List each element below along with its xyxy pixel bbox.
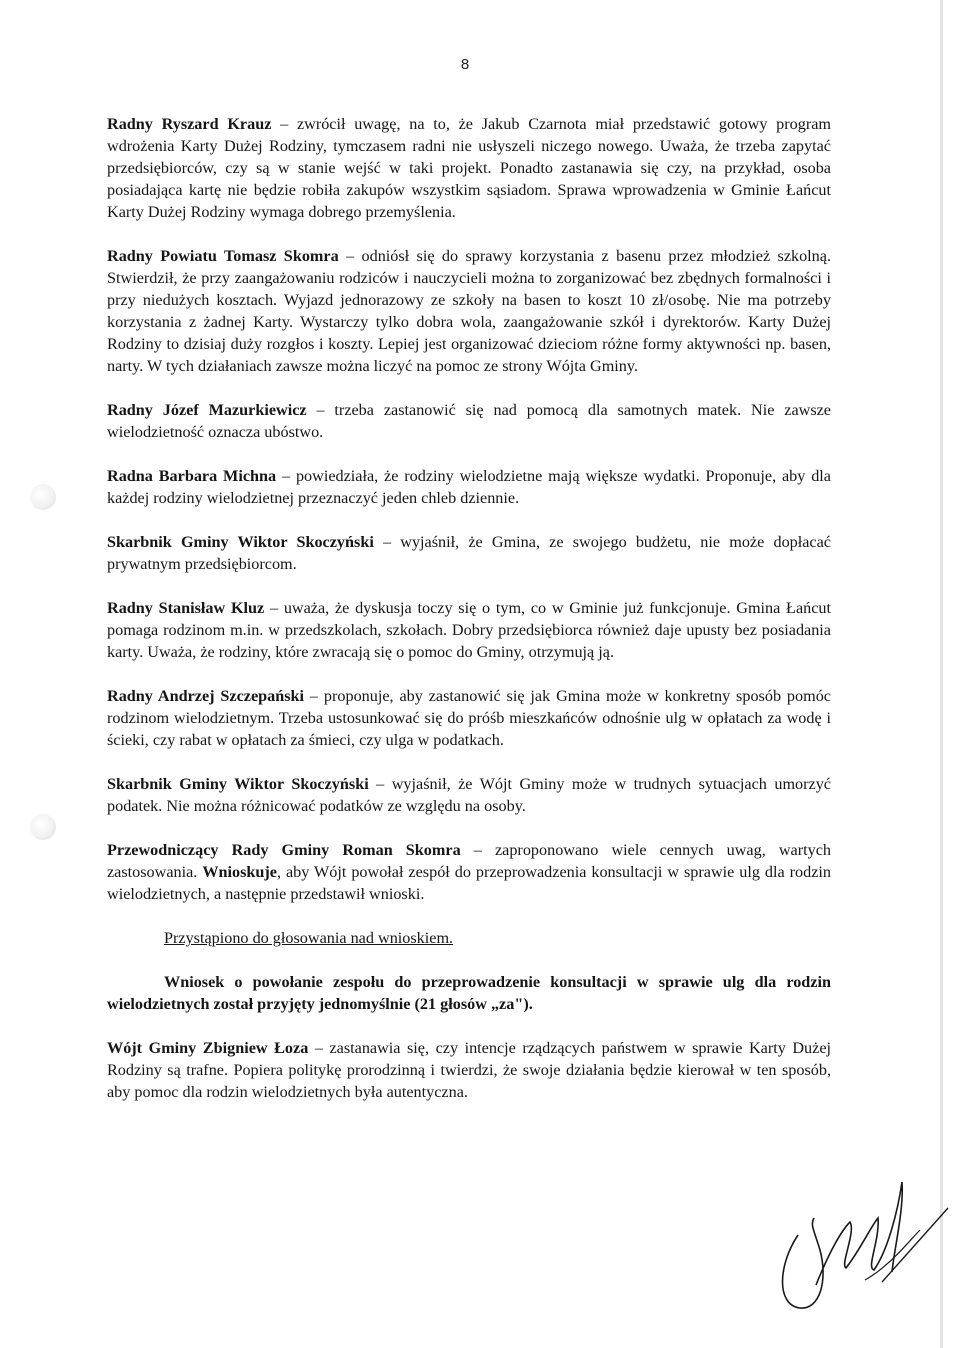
final-paragraph	[107, 1037, 831, 1103]
speaker-name: Wójt Gminy Zbigniew Łoza	[107, 1039, 309, 1057]
speaker-name: Radna Barbara Michna	[107, 467, 277, 485]
paragraph	[107, 773, 831, 817]
speaker-name: Skarbnik Gminy Wiktor Skoczyński	[107, 533, 374, 551]
paragraph-text: – wyjaśnił, że Wójt Gminy może w trudnych sytuacjach umorzyć podatek. Nie można różnicować podatków ze względu na osoby.	[107, 775, 831, 815]
speaker-name: Radny Ryszard Krauz	[107, 115, 272, 133]
paragraph-text: – zastanawia się, czy intencje rządzących państwem w sprawie Karty Dużej Rodziny są trafne. Popiera politykę prorodzinną i twierdzi, że swoje działania będzie kierował w ten sposób, aby pomoc dla rodzin wielodzietnych była autentyczna.	[107, 1039, 832, 1101]
vote-note-text: Przystąpiono do głosowania nad wnioskiem.	[164, 929, 454, 947]
paragraph	[107, 531, 831, 575]
paragraph	[107, 685, 831, 751]
handwritten-signature	[770, 1170, 950, 1320]
paragraph	[107, 465, 831, 509]
motion-keyword: Wnioskuje	[202, 863, 277, 881]
document-body	[107, 113, 831, 1125]
paragraph-text: – zwrócił uwagę, na to, że Jakub Czarnota miał przedstawić gotowy program wdrożenia Karty Dużej Rodziny, tymczasem radni nie usłyszeli niczego nowego. Uważa, że trzeba zapytać przedsiębiorców, czy są w stanie wejść w taki projekt. Ponadto zastanawia się czy, na przykład, osoba posiadająca kartę nie będzie robiła zakupów wszystkim sąsiadom. Sprawa wprowadzenia w Gminie Łańcut Karty Dużej Rodziny wymaga dobrego przemyślenia.	[107, 115, 832, 221]
paragraph	[107, 245, 831, 377]
punch-hole	[30, 814, 56, 840]
speaker-name: Skarbnik Gminy Wiktor Skoczyński	[107, 775, 369, 793]
resolution-text: Wniosek o powołanie zespołu do przeprowadzenie konsultacji w sprawie ulg dla rodzin wielodzietnych został przyjęty jednomyślnie (21 głosów „za").	[107, 973, 831, 1013]
speaker-name: Radny Józef Mazurkiewicz	[107, 401, 307, 419]
chair-paragraph	[107, 839, 831, 905]
paragraph	[107, 113, 831, 223]
page-edge	[940, 0, 943, 1348]
paragraph	[107, 597, 831, 663]
speaker-name: Radny Stanisław Kluz	[107, 599, 265, 617]
page-number: 8	[460, 56, 470, 73]
punch-hole	[30, 484, 56, 510]
paragraph-text: – powiedziała, że rodziny wielodzietne mają większe wydatki. Proponuje, aby dla każdej rodziny wielodzietnej przeznaczyć jeden chleb dziennie.	[107, 467, 831, 507]
paragraph-text: – wyjaśnił, że Gmina, ze swojego budżetu, nie może dopłacać prywatnym przedsiębiorcom.	[107, 533, 831, 573]
paragraph-text: – odniósł się do sprawy korzystania z basenu przez młodzież szkolną. Stwierdził, że przy zaangażowaniu rodziców i nauczycieli można to zorganizować bez zbędnych formalności i przy niedużych kosztach. Wyjazd jednorazowy ze szkoły na basen to koszt 10 zł/osobę. Nie ma potrzeby korzystania z żadnej Karty. Wystarczy tylko dobra wola, zaangażowanie szkół i dyrektorów. Karty Dużej Rodziny to dzisiaj duży rozgłos i koszty. Lepiej jest organizować dzieciom różne formy aktywności np. basen, narty. W tych działaniach zawsze można liczyć na pomoc ze strony Wójta Gminy.	[107, 247, 832, 375]
paragraph-text: – zaproponowano wiele cennych uwag, wartych zastosowania.	[107, 841, 831, 881]
paragraph	[107, 399, 831, 443]
paragraph-text: – trzeba zastanowić się nad pomocą dla samotnych matek. Nie zawsze wielodzietność oznacza ubóstwo.	[107, 401, 831, 441]
vote-note	[107, 927, 831, 949]
paragraph-text: – uważa, że dyskusja toczy się o tym, co w Gminie już funkcjonuje. Gmina Łańcut pomaga rodzinom m.in. w przedszkolach, szkołach. Dobry przedsiębiorca również daje upusty bez posiadania karty. Uważa, że rodziny, które zwracają się o pomoc do Gminy, otrzymują ją.	[107, 599, 831, 661]
speaker-name: Przewodniczący Rady Gminy Roman Skomra	[107, 841, 461, 859]
paragraph-text: – proponuje, aby zastanowić się jak Gmina może w konkretny sposób pomóc rodzinom wielodzietnym. Trzeba ustosunkować się do próśb mieszkańców odnośnie ulg w opłatach za wodę i ścieki, czy rabat w opłatach za śmieci, czy ulga w podatkach.	[107, 687, 831, 749]
speaker-name: Radny Powiatu Tomasz Skomra	[107, 247, 339, 265]
speaker-name: Radny Andrzej Szczepański	[107, 687, 305, 705]
paragraph-text: , aby Wójt powołał zespół do przeprowadzenia konsultacji w sprawie ulg dla rodzin wielodzietnych, a następnie przedstawił wnioski.	[107, 863, 831, 903]
